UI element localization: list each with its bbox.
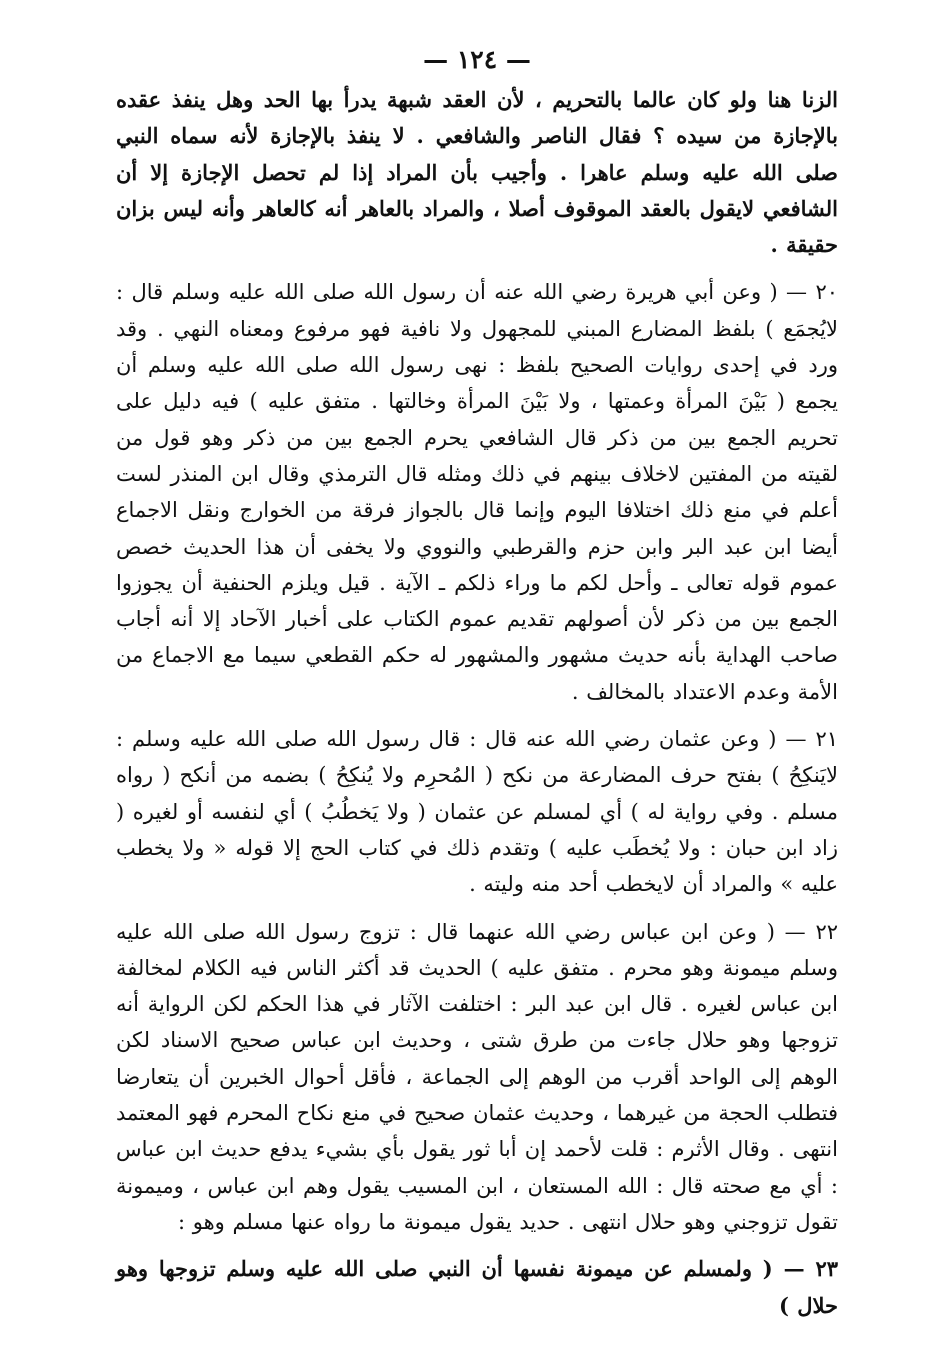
paragraph-continuation: الزنا هنا ولو كان عالما بالتحريم ، لأن العقد شبهة يدرأ بها الحد وهل ينفذ عقده بالإجازة من سيده ؟ فقال الناصر والشافعي . لا ينفذ بالإجازة لأنه سماه النبي صلى الله عليه وسلم عاهرا . وأجيب بأن المراد إذا لم تحصل الإجازة إلا أن الشافعي لايقول بالعقد الموقوف أصلا ، والمراد بالعاهر أنه كالعاهر وأنه ليس بزان حقيقة . <box>116 87 839 258</box>
page-number: — ١٢٤ — <box>423 45 531 74</box>
paragraph-hadith-22: ٢٢ — ( وعن ابن عباس رضي الله عنهما قال : تزوج رسول الله صلى الله عليه وسلم ميمونة وهو محرم . متفق عليه ) الحديث قد أكثر الناس فيه الكلام لمخالفة ابن عباس لغيره . قال ابن عبد البر : اختلفت الآثار في هذا الحكم لكن الرواية أنه تزوجها وهو حلال جاءت من طرق شتى ، وحديث ابن عباس صحيح الاسناد لكن الوهم إلى الواحد أقرب من الوهم إلى الجماعة ، فأقل أحوال الخبرين أن يتعارضا فتطلب الحجة من غيرهما ، وحديث عثمان صحيح في منع نكاح المحرم فهو المعتمد انتهى . وقال الأثرم : قلت لأحمد إن أبا ثور يقول بأي بشيء يدفع حديث ابن عباس : أي مع صحته قال : الله المستعان ، ابن المسيب يقول وهم ابن عباس ، وميمونة تقول تزوجني وهو حلال انتهى . حديد يقول ميمونة ما رواه عنها مسلم وهو : <box>116 919 838 1234</box>
paragraph-hadith-21: ٢١ — ( وعن عثمان رضي الله عنه قال : قال رسول الله صلى الله عليه وسلم : لايَنكِحُ ) بفتح حرف المضارعة من نكح ( المُحرِم ولا يُنكِحُ ) بضمه من أنكح ( رواه مسلم . وفي رواية له ) أي لمسلم عن عثمان ( ولا يَخطُبُ ) أي لنفسه أو لغيره ( زاد ابن حبان : ولا يُخطَب عليه ) وتقدم ذلك في كتاب الحج إلا قوله « ولا يخطب عليه » والمراد أن لايخطب أحد منه وليته . <box>116 727 838 897</box>
paragraph-hadith-23: ٢٣ — ( ولمسلم عن ميمونة نفسها أن النبي صلى الله عليه وسلم تزوجها وهو حلال ) <box>116 1256 838 1318</box>
paragraph-hadith-20: ٢٠ — ( وعن أبي هريرة رضي الله عنه أن رسول الله صلى الله عليه وسلم قال : لايُجمَع ) بلفظ المضارع المبني للمجهول ولا نافية فهو مرفوع ومعناه النهي . وقد ورد في إحدى روايات الصحيح بلفظ : نهى رسول الله صلى الله عليه وسلم أن يجمع ( بَيْنَ المرأة وعمتها ، ولا بَيْنَ المرأة وخالتها . متفق عليه ) فيه دليل على تحريم الجمع بين من ذكر قال الشافعي يحرم الجمع بين من ذكر وهو قول من لقيته من المفتين لاخلاف بينهم في ذلك ومثله قال الترمذي وقال ابن المنذر لست أعلم في منع ذلك اختلافا اليوم وإنما قال بالجواز فرقة من الخوارج ونقل الاجماع أيضا ابن عبد البر وابن حزم والقرطبي والنووي ولا يخفى أن هذا الحديث خصص عموم قوله تعالى ـ وأحل لكم ما وراء ذلكم ـ الآية . قيل ويلزم الحنفية أن يجوزوا الجمع بين من ذكر لأن أصولهم تقديم عموم الكتاب على أخبار الآحاد إلا أنه أجاب صاحب الهداية بأنه حديث مشهور والمشهور له حكم القطعي سيما مع الاجماع من الأمة وعدم الاعتداد بالمخالف . <box>116 280 838 704</box>
